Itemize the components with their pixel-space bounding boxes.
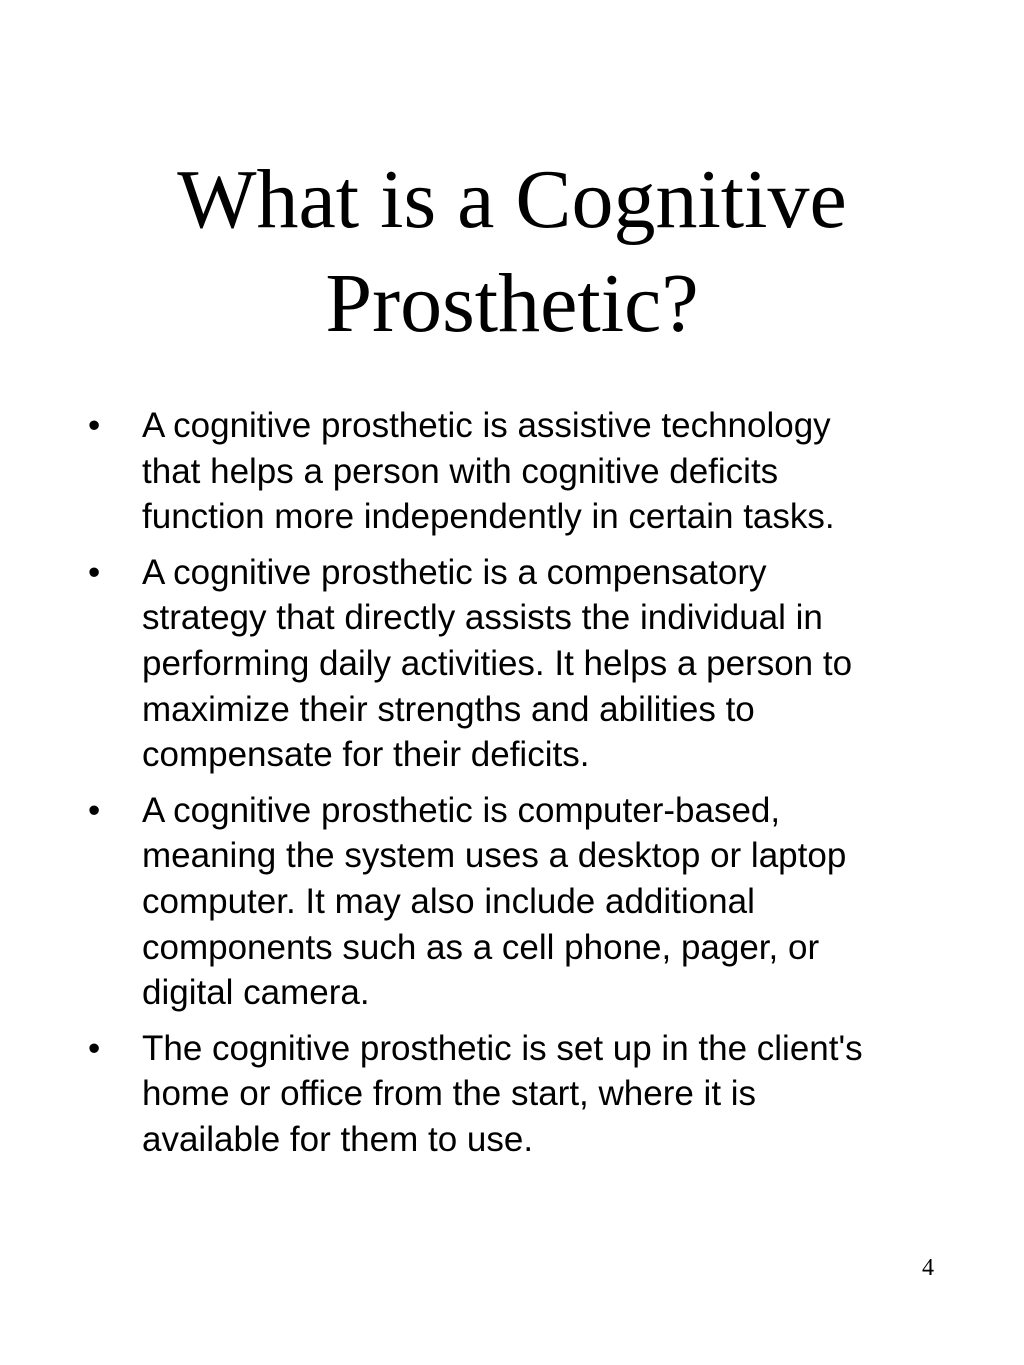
bullet-text-line: computer. It may also include additional: [142, 881, 755, 921]
bullet-text-line: digital camera.: [142, 973, 370, 1013]
bullet-text-line: components such as a cell phone, pager, or: [142, 927, 820, 967]
bullet-marker: •: [88, 1028, 101, 1068]
bullet-marker: •: [88, 790, 101, 830]
bullet-text-line: The cognitive prosthetic is set up in the client's: [142, 1028, 863, 1068]
bullet-text-line: available for them to use.: [142, 1119, 534, 1159]
page-number: 4: [922, 1255, 934, 1281]
slide-title: [0, 148, 1024, 356]
bullet-list: [0, 403, 1024, 1173]
bullet-text-line: that helps a person with cognitive deficits: [142, 451, 779, 491]
bullet-text-line: function more independently in certain tasks.: [142, 497, 835, 537]
bullet-marker: •: [88, 406, 101, 445]
bullet-text-line: A cognitive prosthetic is a compensatory: [142, 552, 767, 592]
bullet-item-4: [0, 1026, 1024, 1163]
slide-title-line-2: Prosthetic?: [325, 257, 699, 350]
bullet-item-2: [0, 550, 1024, 778]
bullet-item-1: [0, 403, 1024, 540]
slide-title-line-1: What is a Cognitive: [177, 153, 847, 246]
bullet-text-line: compensate for their deficits.: [142, 735, 590, 775]
bullet-marker: •: [88, 552, 101, 592]
bullet-text-line: home or office from the start, where it is: [142, 1074, 757, 1114]
bullet-text-line: meaning the system uses a desktop or laptop: [142, 836, 847, 876]
bullet-text-line: maximize their strengths and abilities to: [142, 689, 755, 729]
bullet-text-line: performing daily activities. It helps a person to: [142, 643, 853, 683]
bullet-item-3: [0, 788, 1024, 1016]
bullet-text-line: A cognitive prosthetic is assistive technology: [142, 406, 831, 445]
bullet-text-line: A cognitive prosthetic is computer-based,: [142, 790, 781, 830]
bullet-text-line: strategy that directly assists the individual in: [142, 598, 823, 638]
